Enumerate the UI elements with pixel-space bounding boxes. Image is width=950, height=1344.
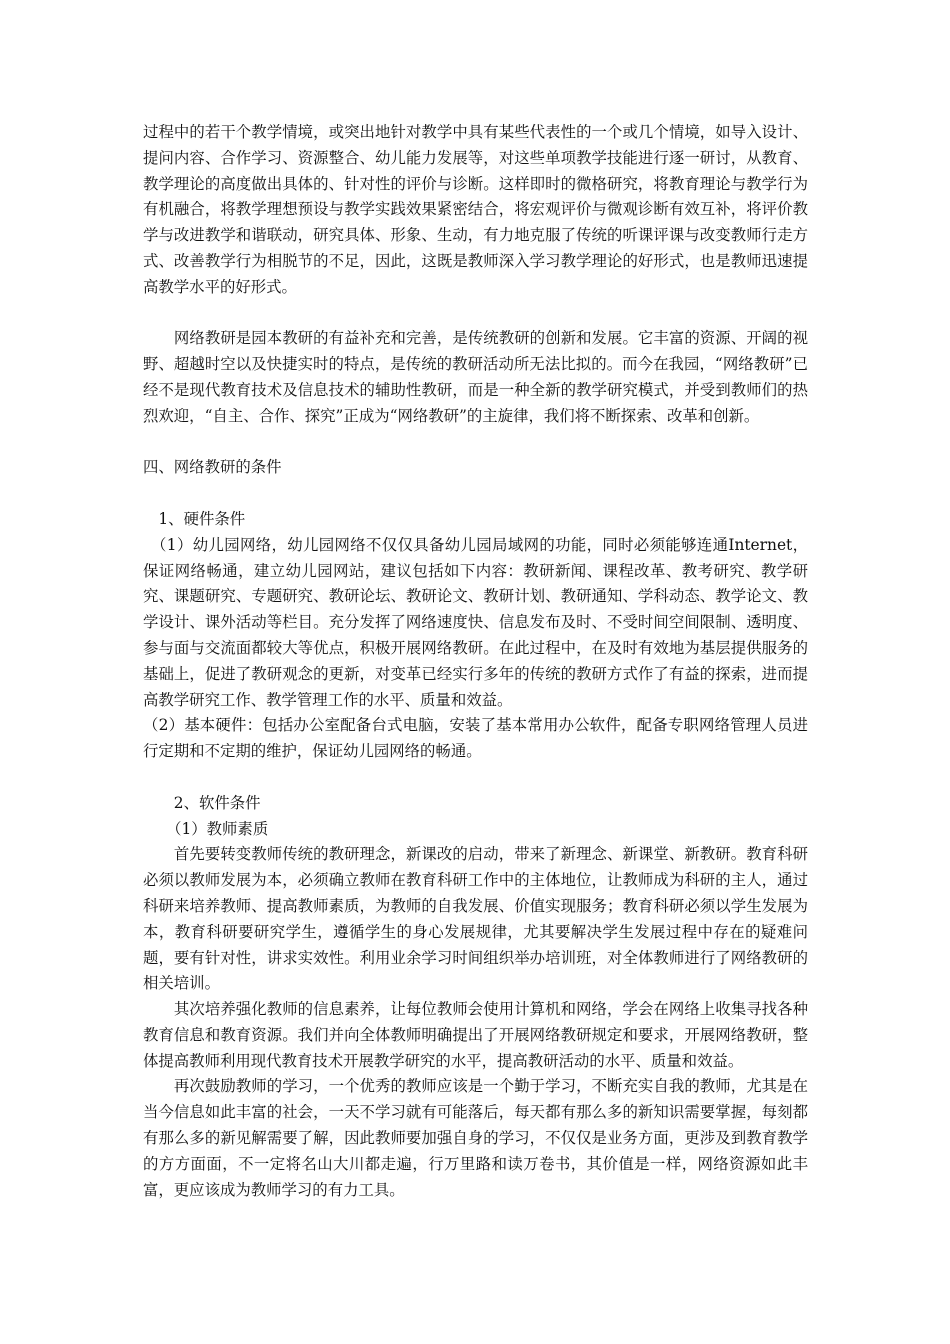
paragraph-spacer xyxy=(143,301,808,327)
document-body xyxy=(143,120,808,1203)
subheading-software: 2、软件条件 xyxy=(143,793,261,812)
paragraph-information-literacy: 其次培养强化教师的信息素养，让每位教师会使用计算机和网络，学会在网络上收集寻找各种教育信息和教育资源。我们并向全体教师明确提出了开展网络教研规定和要求，开展网络教研，整体提高教师利用现代教育技术开展教学研究的水平，提高教研活动的水平、质量和效益。 xyxy=(143,1000,808,1070)
paragraph-spacer xyxy=(143,765,808,791)
paragraph-teacher-concept: 首先要转变教师传统的教研理念，新课改的启动，带来了新理念、新课堂、新教研。教育科研必须以教师发展为本，必须确立教师在教育科研工作中的主体地位，让教师成为科研的主人，通过科研来培养教师、提高教师素质，为教师的自我发展、价值实现服务；教育科研必须以学生发展为本，教育科研要研究学生，遵循学生的身心发展规律，尤其要解决学生发展过程中存在的疑难问题，要有针对性，讲求实效性。利用业余学习时间组织举办培训班，对全体教师进行了网络教研的相关培训。 xyxy=(143,845,808,993)
subheading-hardware: 1、硬件条件 xyxy=(143,509,246,528)
paragraph-network-research-intro: 网络教研是园本教研的有益补充和完善，是传统教研的创新和发展。它丰富的资源、开阔的视野、超越时空以及快捷实时的特点，是传统的教研活动所无法比拟的。而今在我园，“网络教研”已经不是现代教育技术及信息技术的辅助性教研，而是一种全新的教学研究模式，并受到教师们的热烈欢迎，“自主、合作、探究”正成为“网络教研”的主旋律，我们将不断探索、改革和创新。 xyxy=(143,329,808,425)
paragraph-spacer xyxy=(143,481,808,507)
paragraph-kindergarten-network: （1）幼儿园网络，幼儿园网络不仅仅具备幼儿园局域网的功能，同时必须能够连通Internet，保证网络畅通，建立幼儿园网站，建议包括如下内容：教研新闻、课程改革、教考研究、教学研究、课题研究、专题研究、教研论坛、教研论文、教研计划、教研通知、学科动态、教学论文、教学设计、课外活动等栏目。充分发挥了网络速度快、信息发布及时、不受时间空间限制、透明度、参与面与交流面都较大等优点，积极开展网络教研。在此过程中，在及时有效地为基层提供服务的基础上，促进了教研观念的更新，对变革已经实行多年的传统的教研方式作了有益的探索，进而提高教学研究工作、教学管理工作的水平、质量和效益。 xyxy=(143,535,808,709)
paragraph-basic-hardware: （2）基本硬件：包括办公室配备台式电脑，安装了基本常用办公软件，配备专职网络管理人员进行定期和不定期的维护，保证幼儿园网络的畅通。 xyxy=(143,716,808,761)
subheading-teacher-quality: （1）教师素质 xyxy=(143,819,269,838)
paragraph-spacer xyxy=(143,430,808,456)
section-heading-conditions: 四、网络教研的条件 xyxy=(143,458,282,477)
paragraph-teacher-learning: 再次鼓励教师的学习，一个优秀的教师应该是一个勤于学习，不断充实自我的教师，尤其是在当今信息如此丰富的社会，一天不学习就有可能落后，每天都有那么多的新知识需要掌握，每刻都有那么多的新见解需要了解，因此教师要加强自身的学习，不仅仅是业务方面，更涉及到教育教学的方方面面，不一定将名山大川都走遍，行万里路和读万卷书，其价值是一样，网络资源如此丰富，更应该成为教师学习的有力工具。 xyxy=(143,1077,808,1199)
paragraph-micro-research: 过程中的若干个教学情境，或突出地针对教学中具有某些代表性的一个或几个情境，如导入设计、提问内容、合作学习、资源整合、幼儿能力发展等，对这些单项教学技能进行逐一研讨，从教育、教学理论的高度做出具体的、针对性的评价与诊断。这样即时的微格研究，将教育理论与教学行为有机融合，将教学理想预设与教学实践效果紧密结合，将宏观评价与微观诊断有效互补，将评价教学与改进教学和谐联动，研究具体、形象、生动，有力地克服了传统的听课评课与改变教师行走方式、改善教学行为相脱节的不足，因此，这既是教师深入学习教学理论的好形式，也是教师迅速提高教学水平的好形式。 xyxy=(143,123,808,296)
